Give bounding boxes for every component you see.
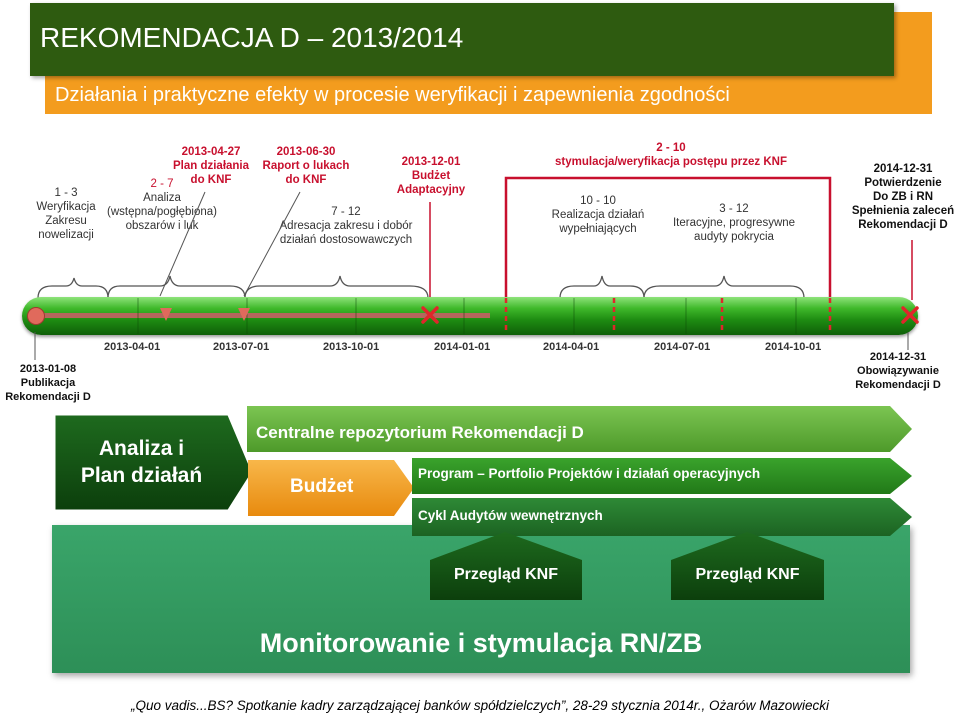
annotation-gap-report: 2013-06-30 Raport o lukach do KNF: [262, 146, 350, 186]
tick-label: 2013-07-01: [213, 341, 270, 353]
tick-label: 2014-10-01: [765, 341, 822, 353]
annotation-plan-to-knf: 2013-04-27 Plan działania do KNF: [172, 146, 250, 186]
program-label: Program – Portfolio Projektów i działań operacyjnych: [418, 466, 761, 481]
marker-report-triangle: [238, 308, 250, 321]
tick-label: 2014-07-01: [654, 341, 711, 353]
event-leaders: [0, 330, 960, 370]
page-title: REKOMENDACJA D – 2013/2014: [40, 22, 464, 53]
annotation-scope-addressing: 7 - 12 Adresacja zakresu i dobór działań dostosowawczych: [279, 206, 413, 246]
annotation-realization: 10 - 10 Realizacja działań wypełniających: [551, 195, 645, 235]
marker-plan-triangle: [160, 308, 172, 321]
annotation-confirmation: 2014-12-31 Potwierdzenie Do ZB i RN Spełnienia zaleceń Rekomendacji D: [851, 163, 955, 231]
marker-budget-x: [423, 308, 437, 322]
leader-plan: [160, 192, 205, 296]
end-event: 2014-12-31 Obowiązywanie Rekomendacji D: [855, 351, 941, 391]
bracket-knf-stimulation: [506, 178, 830, 300]
page-subtitle: Działania i praktyczne efekty w procesie weryfikacji i zapewnienia zgodności: [55, 84, 730, 106]
annotation-verification: 1 - 3 Weryfikacja Zakresu nowelizacji: [36, 187, 96, 241]
tick-label: 2014-04-01: [543, 341, 600, 353]
annotation-audits: 3 - 12 Iteracyjne, progresywne audyty pokrycia: [672, 203, 796, 243]
tick-label: 2013-04-01: [104, 341, 161, 353]
annotation-budget: 2013-12-01 Budżet Adaptacyjny: [396, 156, 466, 196]
repository-label: Centralne repozytorium Rekomendacji D: [256, 423, 584, 442]
monitoring-label: Monitorowanie i stymulacja RN/ZB: [259, 628, 703, 658]
budget-label: Budżet: [290, 476, 354, 497]
marker-end-x: [903, 308, 917, 322]
annotation-knf-stimulation: 2 - 10 stymulacja/weryfikacja postępu przez KNF: [555, 142, 787, 168]
tick-label: 2014-01-01: [434, 341, 491, 353]
knf-review-2-label: Przegląd KNF: [695, 566, 800, 583]
start-event: 2013-01-08 Publikacja Rekomendacji D: [5, 363, 91, 403]
audits-label: Cykl Audytów wewnętrznych: [418, 508, 603, 523]
knf-review-1-label: Przegląd KNF: [453, 566, 558, 583]
annotation-analysis: 2 - 7 Analiza (wstępna/pogłębiona) obszarów i luk: [107, 178, 217, 232]
tick-label: 2013-10-01: [323, 341, 380, 353]
leader-report: [244, 192, 300, 296]
footer-caption: „Quo vadis...BS? Spotkanie kadry zarządzającej banków spółdzielczych”, 28-29 stycznia 2014r., Ożarów Mazowiecki: [130, 698, 830, 713]
analysis-label: Analiza i Plan działań: [80, 437, 203, 487]
